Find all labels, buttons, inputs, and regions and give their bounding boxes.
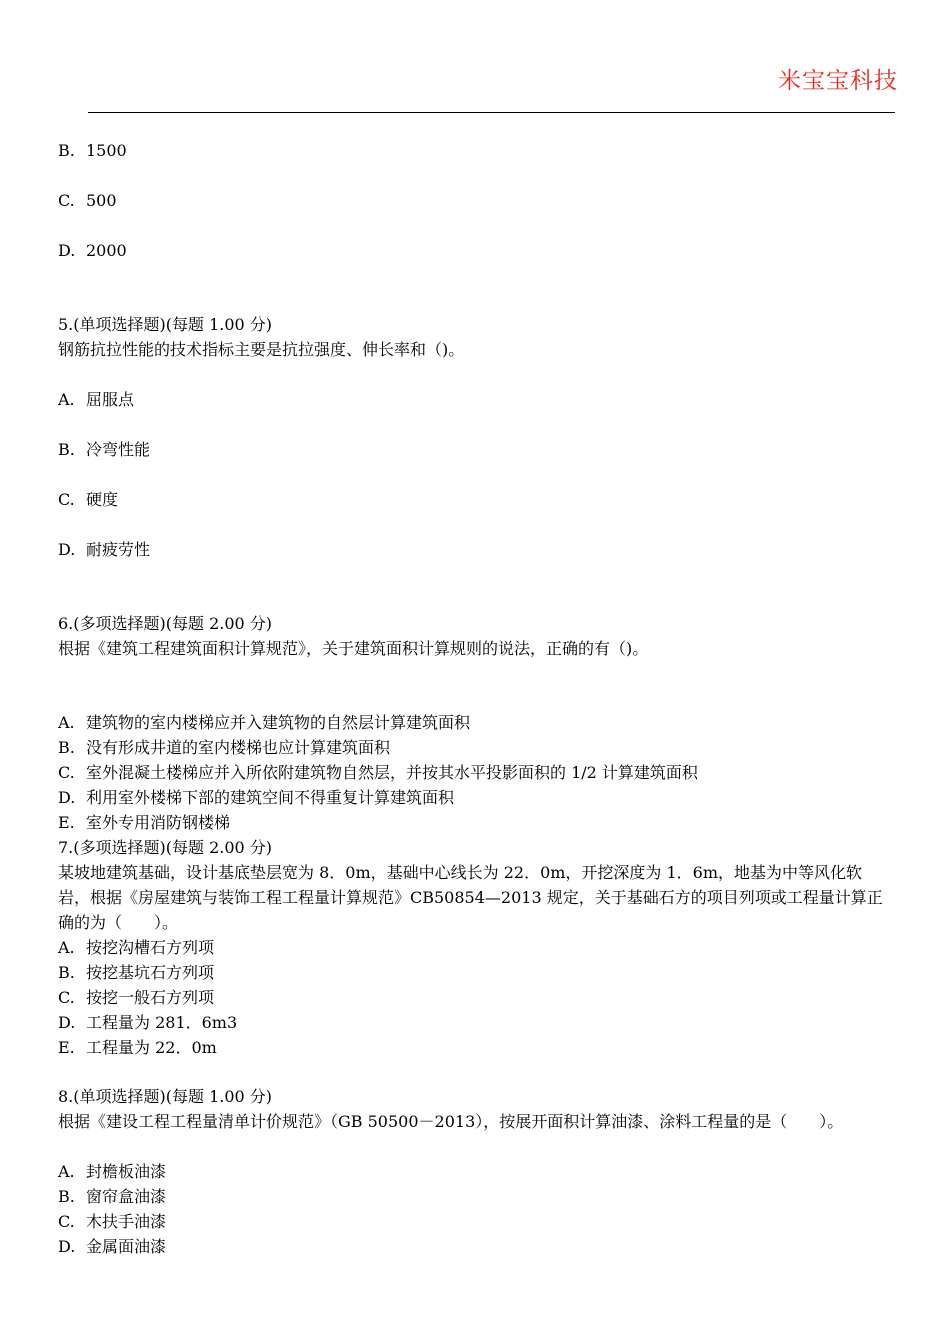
option-text: 耐疲劳性	[86, 540, 151, 559]
option-text: 按挖一般石方列项	[86, 988, 215, 1007]
option-text: 封檐板油漆	[86, 1162, 167, 1181]
question-5-heading: 5.(单项选择题)(每题 1.00 分)	[58, 315, 273, 334]
option-letter: D.	[58, 1013, 76, 1032]
option-letter: C.	[58, 763, 75, 782]
option-q4-c	[58, 188, 117, 213]
option-q7-e	[58, 1035, 217, 1060]
option-q5-a	[58, 387, 134, 412]
option-text: 木扶手油漆	[86, 1212, 167, 1231]
option-q8-c	[58, 1209, 166, 1234]
option-q7-d	[58, 1010, 237, 1035]
option-text: 窗帘盒油漆	[86, 1187, 167, 1206]
option-letter: E.	[58, 1038, 75, 1057]
option-text: 建筑物的室内楼梯应并入建筑物的自然层计算建筑面积	[86, 713, 471, 732]
question-8-stem: 根据《建设工程工程量清单计价规范》（GB 50500－2013），按展开面积计算油漆、涂料工程量的是（ ）。	[58, 1112, 844, 1131]
option-letter: C.	[58, 1212, 75, 1231]
question-7-heading: 7.(多项选择题)(每题 2.00 分)	[58, 838, 273, 857]
option-letter: D.	[58, 540, 76, 559]
option-text: 工程量为 22．0m	[86, 1038, 217, 1057]
option-letter: D.	[58, 1237, 76, 1256]
option-letter: A.	[58, 713, 75, 732]
question-6-heading: 6.(多项选择题)(每题 2.00 分)	[58, 614, 273, 633]
question-7-stem: 某坡地建筑基础，设计基底垫层宽为 8．0m，基础中心线长为 22．0m，开挖深度为 1．6m，地基为中等风化软岩，根据《房屋建筑与装饰工程工程量计算规范》CB50854—2013 规定，关于基础石方的项目列项或工程量计算正确的为（ ）。	[58, 863, 883, 932]
option-letter: C.	[58, 988, 75, 1007]
option-letter: C.	[58, 490, 75, 509]
option-letter: D.	[58, 788, 76, 807]
header-divider	[88, 112, 895, 113]
option-q4-b	[58, 138, 127, 163]
option-text: 硬度	[86, 490, 119, 509]
option-text: 室外混凝土楼梯应并入所依附建筑物自然层，并按其水平投影面积的 1/2 计算建筑面积	[86, 763, 698, 782]
option-text: 室外专用消防钢楼梯	[86, 813, 231, 832]
option-letter: A.	[58, 390, 75, 409]
option-letter: B.	[58, 440, 75, 459]
option-q8-b	[58, 1184, 166, 1209]
option-q8-a	[58, 1159, 166, 1184]
option-q7-a	[58, 935, 214, 960]
option-letter: A.	[58, 938, 75, 957]
option-letter: B.	[58, 141, 75, 160]
option-q6-e	[58, 810, 230, 835]
option-letter: B.	[58, 738, 75, 757]
option-text: 1500	[86, 141, 127, 160]
question-6-stem: 根据《建筑工程建筑面积计算规范》，关于建筑面积计算规则的说法，正确的有（)。	[58, 639, 649, 658]
option-q7-c	[58, 985, 214, 1010]
brand-watermark: 米宝宝科技	[778, 68, 898, 94]
option-q6-a	[58, 710, 470, 735]
option-q8-d	[58, 1234, 166, 1259]
question-5-stem: 钢筋抗拉性能的技术指标主要是抗拉强度、伸长率和（)。	[58, 340, 465, 359]
option-q5-c	[58, 487, 118, 512]
option-letter: E.	[58, 813, 75, 832]
option-text: 按挖沟槽石方列项	[86, 938, 215, 957]
option-q6-c	[58, 760, 698, 785]
option-text: 500	[86, 191, 117, 210]
option-text: 金属面油漆	[86, 1237, 167, 1256]
option-text: 按挖基坑石方列项	[86, 963, 215, 982]
option-text: 工程量为 281．6m3	[86, 1013, 238, 1032]
option-text: 利用室外楼梯下部的建筑空间不得重复计算建筑面积	[86, 788, 455, 807]
option-q4-d	[58, 238, 127, 263]
option-letter: B.	[58, 1187, 75, 1206]
option-text: 屈服点	[86, 390, 135, 409]
option-q6-b	[58, 735, 390, 760]
option-text: 没有形成井道的室内楼梯也应计算建筑面积	[86, 738, 391, 757]
option-q5-d	[58, 537, 150, 562]
option-text: 冷弯性能	[86, 440, 151, 459]
question-8-heading: 8.(单项选择题)(每题 1.00 分)	[58, 1087, 273, 1106]
option-q7-b	[58, 960, 214, 985]
option-text: 2000	[86, 241, 127, 260]
option-q6-d	[58, 785, 454, 810]
option-letter: C.	[58, 191, 75, 210]
option-letter: A.	[58, 1162, 75, 1181]
option-letter: D.	[58, 241, 76, 260]
option-q5-b	[58, 437, 150, 462]
option-letter: B.	[58, 963, 75, 982]
